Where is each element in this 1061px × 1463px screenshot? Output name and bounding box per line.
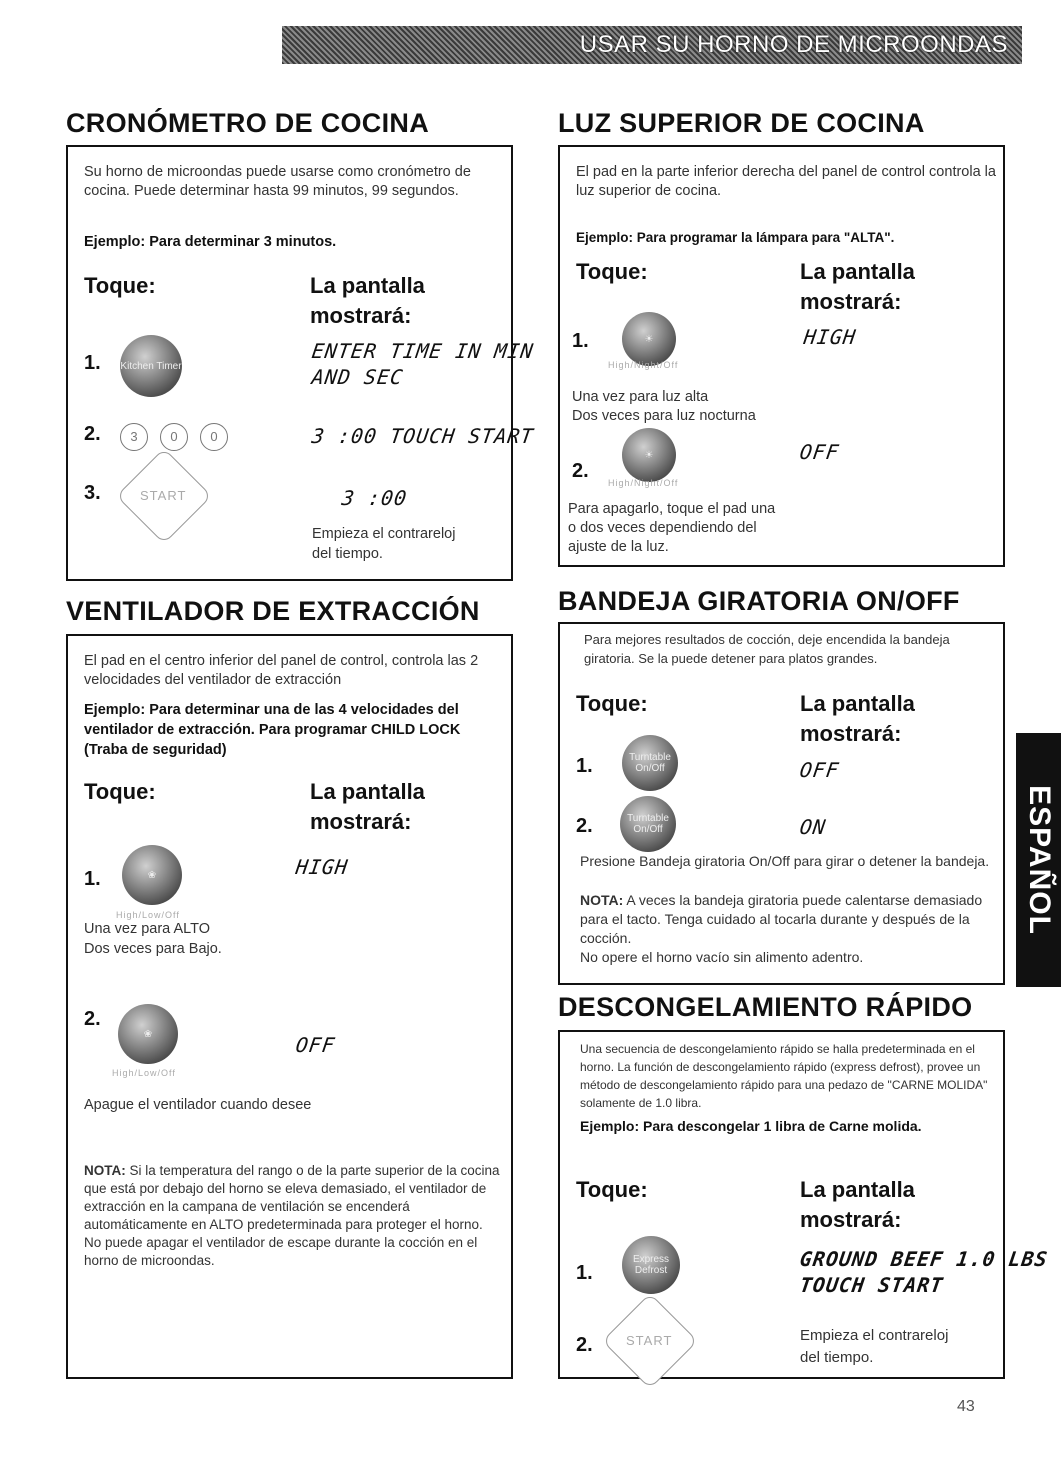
descongelamiento-desc: Una secuencia de descongelamiento rápido se halla predeterminada en el horno. La función de descongelamiento rápido (express defrost), provee un método de descongelamiento rápido para una pedazo de "CARNE MOLIDA" solamente de 1.0 libra. — [580, 1042, 988, 1110]
ventilador-step1-note-1: Una vez para ALTO — [84, 921, 211, 937]
digit-pad-3[interactable]: 3 — [120, 423, 148, 451]
light-pad[interactable] — [622, 312, 676, 366]
cronometro-step3-note-2: del tiempo. — [312, 546, 383, 562]
ventilador-col-touch: Toque: — [84, 779, 156, 804]
cronometro-step3-note-1: Empieza el contrareloj — [312, 526, 456, 542]
page-number: 43 — [957, 1398, 975, 1415]
luz-step2-lcd: OFF — [798, 440, 841, 464]
descongelamiento-step2-num: 2. — [576, 1334, 593, 1356]
ventilador-step1-lcd: HIGH — [294, 855, 350, 879]
bandeja-col-display-2: mostrará: — [800, 721, 902, 746]
luz-step1-note-2: Dos veces para luz nocturna — [572, 408, 756, 424]
luz-step2-sub: High/Night/Off — [608, 478, 679, 488]
cronometro-step1-lcd-1: ENTER TIME IN MIN — [310, 339, 536, 363]
fan-pad[interactable] — [122, 845, 182, 905]
ventilador-example: Ejemplo: Para determinar una de las 4 velocidades del ventilador de extracción. Para programar CHILD LOCK (Traba de seguridad) — [84, 702, 461, 758]
bandeja-nota-2: No opere el horno vacío sin alimento adentro. — [580, 949, 864, 965]
bandeja-step1-lcd: OFF — [798, 758, 841, 782]
ventilador-step2-sub: High/Low/Off — [112, 1068, 176, 1078]
descongelamiento-col-display-1: La pantalla — [800, 1177, 915, 1202]
fan-icon: ❀ — [147, 869, 157, 881]
ventilador-step2-num: 2. — [84, 1008, 101, 1030]
bandeja-nota-text: A veces la bandeja giratoria puede calentarse demasiado para el tacto. Tenga cuidado al tocarla durante y después de la cocción. — [580, 892, 983, 946]
descongelamiento-step1-num: 1. — [576, 1262, 593, 1284]
descongelamiento-col-display-2: mostrará: — [800, 1207, 902, 1232]
start-pad-label: START — [140, 488, 187, 503]
start-pad-label: START — [626, 1333, 673, 1348]
language-side-tab-label: ESPAÑOL — [1022, 785, 1056, 935]
bandeja-title: BANDEJA GIRATORIA ON/OFF — [558, 586, 960, 616]
light-icon: ☀ — [644, 333, 654, 345]
luz-step2-note-1: Para apagarlo, toque el pad una — [568, 501, 776, 517]
luz-step1-num: 1. — [572, 330, 589, 352]
fan-pad[interactable] — [118, 1004, 178, 1064]
language-side-tab — [1016, 733, 1061, 987]
turntable-pad[interactable]: Turntable On/Off — [622, 735, 678, 791]
bandeja-step2-lcd: ON — [798, 815, 828, 839]
luz-step2-note-3: ajuste de la luz. — [568, 539, 669, 555]
luz-col-display-2: mostrará: — [800, 289, 902, 314]
turntable-pad[interactable]: Turntable On/Off — [620, 796, 676, 852]
ventilador-step1-num: 1. — [84, 868, 101, 890]
ventilador-step2-note: Apague el ventilador cuando desee — [84, 1097, 312, 1113]
descongelamiento-title: DESCONGELAMIENTO RÁPIDO — [558, 992, 973, 1022]
cronometro-step1-num: 1. — [84, 352, 101, 374]
cronometro-step3-lcd: 3 :00 — [340, 486, 409, 510]
luz-col-display-1: La pantalla — [800, 259, 915, 284]
luz-step2-num: 2. — [572, 460, 589, 482]
bandeja-step1-num: 1. — [576, 755, 593, 777]
ventilador-nota — [84, 1162, 500, 1270]
bandeja-nota-label: NOTA: — [580, 892, 624, 908]
fan-icon: ❀ — [143, 1028, 153, 1040]
ventilador-step1-note-2: Dos veces para Bajo. — [84, 941, 222, 957]
luz-desc: El pad en la parte inferior derecha del panel de control controla la luz superior de cocina. — [576, 164, 996, 199]
cronometro-step2-lcd: 3 :00 TOUCH START — [310, 424, 536, 448]
light-icon: ☀ — [644, 449, 654, 461]
bandeja-desc: Para mejores resultados de cocción, deje encendida la bandeja giratoria. Se la puede detener para platos grandes. — [584, 632, 950, 666]
cronometro-col-touch: Toque: — [84, 273, 156, 298]
cronometro-title: CRONÓMETRO DE COCINA — [66, 108, 429, 138]
ventilador-nota-text: Si la temperatura del rango o de la parte superior de la cocina que está por debajo del horno se eleva demasiado, el ventilador de extracción en la campana de ventilación se encenderá automáticamente en ALTO predeterminada para proteger el horno. No puede apagar el ventilador de escape durante la cocción en el horno de microondas. — [84, 1163, 500, 1268]
express-defrost-pad[interactable]: Express Defrost — [622, 1236, 680, 1294]
ventilador-step2-lcd: OFF — [294, 1033, 337, 1057]
cronometro-example: Ejemplo: Para determinar 3 minutos. — [84, 234, 337, 250]
ventilador-step1-sub: High/Low/Off — [116, 910, 180, 920]
luz-example: Ejemplo: Para programar la lámpara para "ALTA". — [576, 230, 895, 245]
digit-pad-0[interactable]: 0 — [200, 423, 228, 451]
ventilador-desc: El pad en el centro inferior del panel de control, controla las 2 velocidades del ventilador de extracción — [84, 653, 479, 688]
ventilador-title: VENTILADOR DE EXTRACCIÓN — [66, 596, 480, 626]
descongelamiento-example: Ejemplo: Para descongelar 1 libra de Carne molida. — [580, 1118, 922, 1134]
luz-col-touch: Toque: — [576, 259, 648, 284]
descongelamiento-step1-lcd-1: GROUND BEEF 1.0 LBS — [798, 1247, 1050, 1271]
bandeja-note: Presione Bandeja giratoria On/Off para girar o detener la bandeja. — [580, 853, 990, 869]
cronometro-step2-num: 2. — [84, 423, 101, 445]
descongelamiento-step2-note-2: del tiempo. — [800, 1349, 874, 1366]
cronometro-step1-lcd-2: AND SEC — [310, 365, 405, 389]
descongelamiento-col-touch: Toque: — [576, 1177, 648, 1202]
cronometro-col-display-1: La pantalla — [310, 273, 425, 298]
cronometro-step3-num: 3. — [84, 482, 101, 504]
ventilador-nota-label: NOTA: — [84, 1163, 126, 1178]
kitchen-timer-pad[interactable]: Kitchen Timer — [120, 335, 182, 397]
bandeja-col-display-1: La pantalla — [800, 691, 915, 716]
luz-step1-sub: High/Night/Off — [608, 360, 679, 370]
section-banner: USAR SU HORNO DE MICROONDAS — [282, 26, 1022, 64]
cronometro-desc: Su horno de microondas puede usarse como cronómetro de cocina. Puede determinar hasta 99 minutos, 99 segundos. — [84, 164, 471, 199]
luz-step1-lcd: HIGH — [802, 325, 858, 349]
digit-pad-0[interactable]: 0 — [160, 423, 188, 451]
light-pad[interactable] — [622, 428, 676, 482]
bandeja-step2-num: 2. — [576, 815, 593, 837]
ventilador-col-display-1: La pantalla — [310, 779, 425, 804]
luz-step1-note-1: Una vez para luz alta — [572, 389, 709, 405]
descongelamiento-step2-note-1: Empieza el contrareloj — [800, 1327, 949, 1344]
ventilador-col-display-2: mostrará: — [310, 809, 412, 834]
bandeja-nota — [580, 891, 990, 948]
descongelamiento-step1-lcd-2: TOUCH START — [798, 1273, 946, 1297]
cronometro-col-display-2: mostrará: — [310, 303, 412, 328]
luz-step2-note-2: o dos veces dependiendo del — [568, 520, 757, 536]
luz-title: LUZ SUPERIOR DE COCINA — [558, 108, 925, 138]
bandeja-col-touch: Toque: — [576, 691, 648, 716]
